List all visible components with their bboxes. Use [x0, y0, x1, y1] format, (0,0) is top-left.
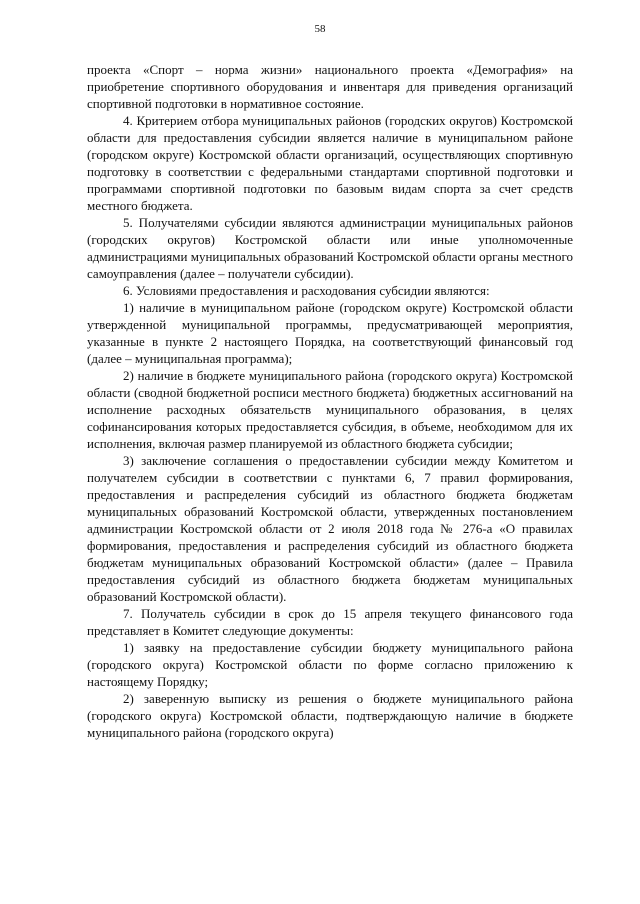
- paragraph: 2) заверенную выписку из решения о бюджете муниципального района (городского округа) Костромской области, подтверждающую наличие в бюджете муниципального района (городского округа): [87, 691, 573, 740]
- page-number: 58: [314, 23, 326, 35]
- paragraph: проекта «Спорт – норма жизни» национального проекта «Демография» на приобретение спортивного оборудования и инвентаря для приведения организаций спортивной подготовки в нормативное состояние.: [87, 62, 573, 111]
- paragraph: 6. Условиями предоставления и расходования субсидии являются:: [123, 283, 490, 298]
- paragraph: 7. Получатель субсидии в срок до 15 апреля текущего финансового года представляет в Комитет следующие документы:: [87, 606, 573, 638]
- document-body: [87, 61, 573, 741]
- paragraph: 4. Критерием отбора муниципальных районов (городских округов) Костромской области для предоставления субсидии является наличие в муниципальном районе (городском округе) Костромской области организаций, осуществляющих спортивную подготовку в соответствии с федеральными стандартами спортивной подготовки и программами спортивной подготовки по базовым видам спорта за счет средств местного бюджета.: [87, 113, 573, 213]
- paragraph: 1) заявку на предоставление субсидии бюджету муниципального района (городского округа) Костромской области по форме согласно приложению к настоящему Порядку;: [87, 640, 573, 689]
- paragraph: 2) наличие в бюджете муниципального района (городского округа) Костромской области (сводной бюджетной росписи местного бюджета) бюджетных ассигнований на исполнение расходных обязательств муниципального образования, в целях софинансирования которых предоставляется субсидия, в объеме, необходимом для их исполнения, включая размер планируемой из областного бюджета субсидии;: [87, 368, 573, 451]
- paragraph: 3) заключение соглашения о предоставлении субсидии между Комитетом и получателем субсидии в соответствии с пунктами 6, 7 правил формирования, предоставления и распределения субсидий из областного бюджета бюджетам муниципальных образований Костромской области, утвержденных постановлением администрации Костромской области от 2 июля 2018 года № 276-а «О правилах формирования, предоставления и распределения субсидий из областного бюджета бюджетам муниципальных образований Костромской области» (далее – Правила предоставления субсидий из областного бюджета бюджетам муниципальных образований Костромской области).: [87, 453, 573, 604]
- paragraph: 5. Получателями субсидии являются администрации муниципальных районов (городских округов) Костромской области или иные уполномоченные администрациями муниципальных образований Костромской области органы местного самоуправления (далее – получатели субсидии).: [87, 215, 573, 281]
- paragraph: 1) наличие в муниципальном районе (городском округе) Костромской области утвержденной муниципальной программы, предусматривающей мероприятия, указанные в пункте 2 настоящего Порядка, на соответствующий финансовый год (далее – муниципальная программа);: [87, 300, 573, 366]
